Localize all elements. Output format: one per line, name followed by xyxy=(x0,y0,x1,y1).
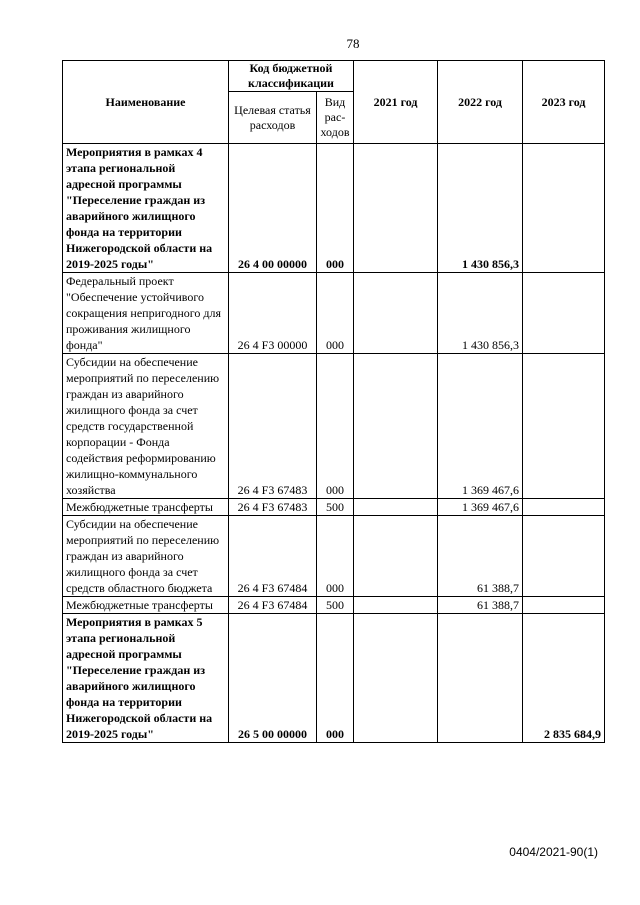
row-value-2022 xyxy=(438,614,523,743)
row-value-2021 xyxy=(354,614,438,743)
table-row xyxy=(63,354,605,499)
header-2023: 2023 год xyxy=(523,61,605,144)
row-value-2023 xyxy=(523,499,605,516)
row-value-2021 xyxy=(354,597,438,614)
row-value-2022: 61 388,7 xyxy=(438,597,523,614)
budget-table xyxy=(62,60,605,743)
document-code: 0404/2021-90(1) xyxy=(509,845,598,859)
row-target-code: 26 4 F3 67484 xyxy=(229,597,317,614)
row-value-2021 xyxy=(354,273,438,354)
row-value-2021 xyxy=(354,354,438,499)
row-name: Субсидии на обеспечение мероприятий по переселению граждан из аварийного жилищного фонда за счет средств государственной корпорации - Фонда содействия реформированию жилищно-коммунального хозяйства xyxy=(63,354,229,499)
row-name: Межбюджетные трансферты xyxy=(63,499,229,516)
row-value-2021 xyxy=(354,144,438,273)
table-row xyxy=(63,516,605,597)
row-expense-type: 000 xyxy=(317,144,354,273)
row-name: Субсидии на обеспечение мероприятий по переселению граждан из аварийного жилищного фонда за счет средств областного бюджета xyxy=(63,516,229,597)
header-2022: 2022 год xyxy=(438,61,523,144)
header-kbk: Код бюджетной классификации xyxy=(229,61,354,92)
row-value-2023 xyxy=(523,516,605,597)
row-value-2022: 1 430 856,3 xyxy=(438,144,523,273)
row-value-2022: 1 430 856,3 xyxy=(438,273,523,354)
row-name: Федеральный проект "Обеспечение устойчивого сокращения непригодного для проживания жилищного фонда" xyxy=(63,273,229,354)
row-target-code: 26 4 F3 67484 xyxy=(229,516,317,597)
table-row xyxy=(63,273,605,354)
row-value-2023 xyxy=(523,597,605,614)
row-expense-type: 500 xyxy=(317,499,354,516)
page-number: 78 xyxy=(346,36,360,51)
row-value-2023: 2 835 684,9 xyxy=(523,614,605,743)
header-2021: 2021 год xyxy=(354,61,438,144)
row-target-code: 26 5 00 00000 xyxy=(229,614,317,743)
row-target-code: 26 4 F3 00000 xyxy=(229,273,317,354)
row-name: Мероприятия в рамках 5 этапа региональной адресной программы "Переселение граждан из аварийного жилищного фонда на территории Нижегородской области на 2019-2025 годы" xyxy=(63,614,229,743)
row-expense-type: 500 xyxy=(317,597,354,614)
row-value-2023 xyxy=(523,144,605,273)
row-name: Межбюджетные трансферты xyxy=(63,597,229,614)
table-row xyxy=(63,144,605,273)
row-value-2023 xyxy=(523,273,605,354)
row-expense-type: 000 xyxy=(317,354,354,499)
row-value-2021 xyxy=(354,499,438,516)
row-value-2021 xyxy=(354,516,438,597)
row-expense-type: 000 xyxy=(317,614,354,743)
table-row xyxy=(63,499,605,516)
row-value-2022: 61 388,7 xyxy=(438,516,523,597)
header-name: Наименование xyxy=(63,61,229,144)
table-row xyxy=(63,614,605,743)
row-value-2022: 1 369 467,6 xyxy=(438,354,523,499)
row-expense-type: 000 xyxy=(317,516,354,597)
row-target-code: 26 4 F3 67483 xyxy=(229,499,317,516)
row-target-code: 26 4 F3 67483 xyxy=(229,354,317,499)
header-target: Целевая статья расходов xyxy=(229,92,317,144)
row-value-2023 xyxy=(523,354,605,499)
header-type: Вид рас-ходов xyxy=(317,92,354,144)
table-row xyxy=(63,597,605,614)
row-value-2022: 1 369 467,6 xyxy=(438,499,523,516)
row-target-code: 26 4 00 00000 xyxy=(229,144,317,273)
row-name: Мероприятия в рамках 4 этапа региональной адресной программы "Переселение граждан из аварийного жилищного фонда на территории Нижегородской области на 2019-2025 годы" xyxy=(63,144,229,273)
row-expense-type: 000 xyxy=(317,273,354,354)
